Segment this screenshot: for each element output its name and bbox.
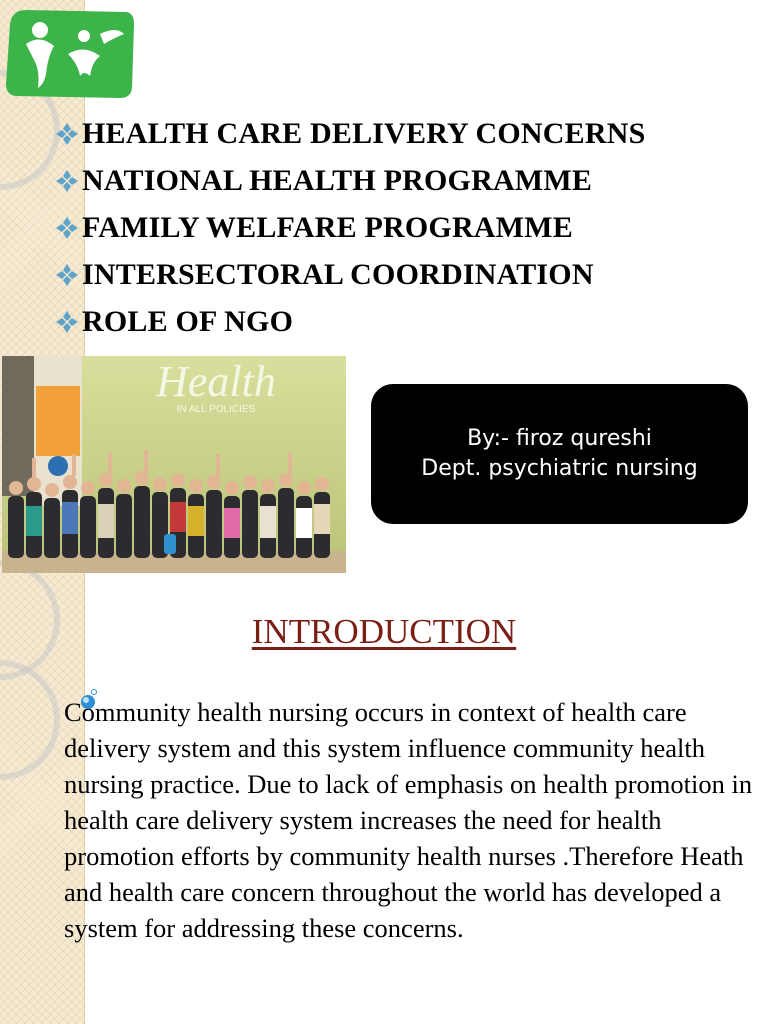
group-photo-illustration — [2, 356, 346, 573]
topic-label: NATIONAL HEALTH PROGRAMME — [82, 163, 593, 197]
group-photo — [2, 356, 346, 573]
diamond-bullet-icon — [54, 121, 80, 147]
diamond-bullet-icon — [54, 168, 80, 194]
topics-list — [54, 110, 645, 345]
diamond-bullet-icon — [54, 309, 80, 335]
banner-title: Health — [156, 357, 276, 406]
author-by-line: By:- firoz qureshi — [467, 426, 652, 451]
author-box — [371, 384, 748, 524]
topic-label: HEALTH CARE DELIVERY CONCERNS — [82, 116, 646, 150]
author-dept: Dept. psychiatric nursing — [421, 456, 698, 481]
topic-label: FAMILY WELFARE PROGRAMME — [82, 210, 573, 244]
family-figures-logo-icon — [4, 4, 134, 100]
banner-subtitle: IN ALL POLICIES — [176, 404, 256, 415]
introduction-heading: INTRODUCTION — [251, 612, 517, 651]
topic-label: INTERSECTORAL COORDINATION — [82, 257, 594, 291]
diamond-bullet-icon — [54, 215, 80, 241]
topic-label: ROLE OF NGO — [82, 304, 294, 338]
topic-item — [54, 298, 645, 345]
topic-item — [54, 204, 645, 251]
introduction-body: Community health nursing occurs in context of health care delivery system and this system influence community health nursing practice. Due to lack of emphasis on health promotion in health care delivery system increases the need for health promotion efforts by community health nurses .Therefore Heath and health care concern throughout the world has developed a system for addressing these concerns. — [64, 697, 753, 943]
topic-item — [54, 157, 645, 204]
decorative-ring — [0, 660, 60, 780]
topic-item — [54, 110, 645, 157]
topic-item — [54, 251, 645, 298]
diamond-bullet-icon — [54, 262, 80, 288]
